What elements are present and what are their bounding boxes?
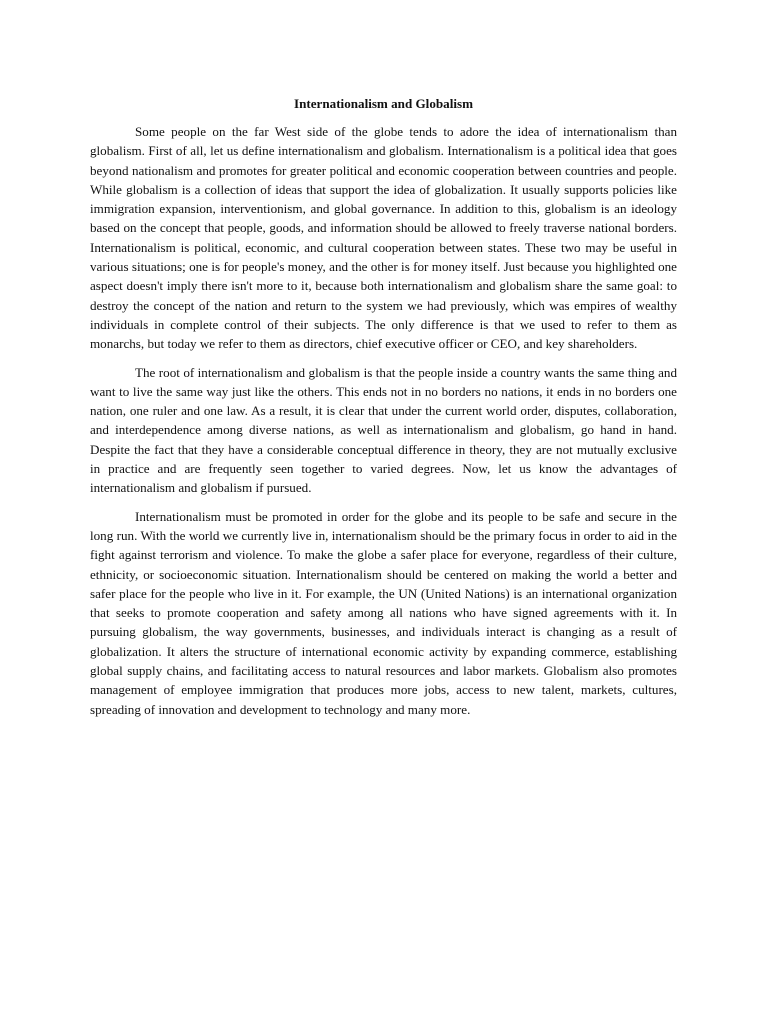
document-title: Internationalism and Globalism [294, 96, 473, 111]
document-body [90, 94, 677, 728]
paragraph-1: Some people on the far West side of the globe tends to adore the idea of internationalism than globalism. First of all, let us define internationalism and globalism. Internationalism is a political idea that goes beyond nationalism and promotes for greater political and economic cooperation between countries and people. While globalism is a collection of ideas that support the idea of globalization. It usually supports policies like immigration expansion, interventionism, and global governance. In addition to this, globalism is an ideology based on the concept that people, goods, and information should be allowed to freely traverse national borders. Internationalism is political, economic, and cultural cooperation between states. These two may be useful in various situations; one is for people's money, and the other is for money itself. Just because you highlighted one aspect doesn't imply there isn't more to it, because both internationalism and globalism share the same goal: to destroy the concept of the nation and return to the system we had previously, which was empires of wealthy individuals in complete control of their subjects. The only difference is that we used to refer to them as monarchs, but today we refer to them as directors, chief executive officer or CEO, and key shareholders. [90, 124, 677, 352]
paragraph-2: The root of internationalism and globalism is that the people inside a country wants the same thing and want to live the same way just like the others. This ends not in no borders no nations, it ends in no borders one nation, one ruler and one law. As a result, it is clear that under the current world order, disputes, collaboration, and interdependence among diverse nations, as well as internationalism and globalism, go hand in hand. Despite the fact that they have a considerable conceptual difference in theory, they are not mutually exclusive in practice and are frequently seen together to varied degrees. Now, let us know the advantages of internationalism and globalism if pursued. [90, 364, 677, 496]
paragraph-3: Internationalism must be promoted in order for the globe and its people to be safe and secure in the long run. With the world we currently live in, internationalism should be the primary focus in order to aid in the fight against terrorism and violence. To make the globe a safer place for everyone, regardless of their culture, ethnicity, or socioeconomic situation. Internationalism should be centered on making the world a better and safer place for the people who live in it. For example, the UN (United Nations) is an international organization that seeks to promote cooperation and safety among all nations who have signed agreements with it. In pursuing globalism, the way governments, businesses, and individuals interact is changing as a result of globalization. It alters the structure of international economic activity by expanding commerce, establishing global supply chains, and facilitating access to natural resources and labor markets. Globalism also promotes management of employee immigration that produces more jobs, access to new talent, markets, cultures, spreading of innovation and development to technology and many more. [90, 508, 677, 717]
